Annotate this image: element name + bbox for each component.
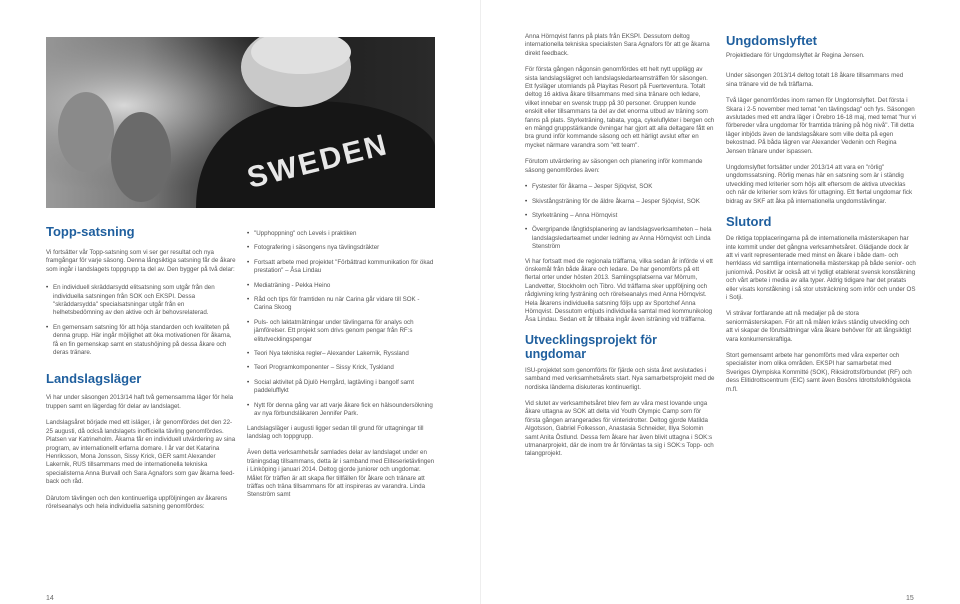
slutord-p3: Stort gemensamt arbete har genomförts med våra experter och specialister inom olika områden. EKSPI har samarbetat med Sveriges Olympiska Kommitté (SOK), Riksidrottsförbundet (RF) och dess Elitidrottscentrum (EIC) samt även Bosöns Idrottsfolkhögskola m.fl. (726, 351, 912, 393)
left-middle-column (247, 230, 437, 500)
slutord-heading: Slutord (726, 214, 772, 230)
slutord-p2: Vi strävar fortfarande att nå medaljer på de stora seniormästerskapen. För att nå målen krävs ständig utveckling och att vi skapar de förutsättningar våra åkare behöver för att långsiktigt vara konkurrenskraftiga. (726, 310, 912, 343)
landslag-p3: Därutom tävlingen och den kontinuerliga uppföljningen av åkarens rörelseanalys och hela individuella satsning genomfördes: (46, 494, 228, 510)
ungdom-p3: Ungdomslyftet fortsätter under 2013/14 att vara en "rörlig" ungdomssatsning. Rörlig menas här en satsning som är i ständig utveckling med kriterier som höjs allt eftersom de aktiva utvecklas och när de kriterier som krävs för uttagning. Ett flertal ungdomar fick bidrag av SKF att åka på internationella ungdomstävlingar. (726, 164, 913, 205)
activity-item: • Nytt för denna gång var att varje åkare fick en hälsoundersökning av nya förbundsläkaren Jennifer Park. (247, 402, 437, 419)
fys-item: • Fystester för åkarna – Jesper Sjöqvist, SOK (525, 183, 715, 191)
jacket-text: SWEDEN (244, 128, 392, 195)
activity-item: • Fotografering i säsongens nya tävlingsdräkter (247, 244, 437, 252)
fys-bullets (525, 183, 715, 251)
ungdomslyftet-subtitle: Projektledare för Ungdomslyftet är Regina Jensen. (726, 52, 865, 59)
activity-item: • Teori Programkomponenter – Sissy Krick, Tyskland (247, 364, 437, 372)
activity-item: • Råd och tips för framtiden nu när Carina går vidare till SOK - Carina Skoog (247, 296, 437, 313)
fys-item: • Övergripande långtidsplanering av landslagsverksamheten – hela landslagsledarteamet under ledning av Anna Hörnqvist och Linda Stenström (525, 226, 715, 251)
right-column-2 (726, 33, 916, 394)
right-p-top: Anna Hörnqvist fanns på plats från EKSPI. Dessutom deltog internationella tekniska specialisten Sara Agnafors för att ge åkarna direkt feedback. (525, 33, 710, 57)
topp-intro: Vi fortsätter vår Topp-satsning som vi ser ger resultat och nya framgångar för varje säsong. Denna långsiktiga satsning får de åkare som ingår i landslagets toppgrupp ta del av. Den bygger på två delar: (46, 249, 236, 273)
page-gutter (480, 0, 481, 604)
activity-item: • Teori Nya tekniska regler– Alexander Lakernik, Ryssland (247, 350, 437, 358)
activity-item: • Social aktivitet på Djulö Herrgård, lagtävling i bangolf samt paddelufflykt (247, 379, 437, 396)
right-p6: Vid slutet av verksamhetsåret blev fem av våra mest lovande unga åkare uttagna av SOK att delta vid Youth Olympic Camp som för första gången arrangerades för vinteridrotter. Deltog gjorde Matilda Algotsson, Gabriel Folkesson, Anastasia Schneider, Illya Solomin samt Anita Östlund. Dessa fem åkare har även blivit uttagna i SOK:s utmanarprojekt, där de inom tre år förväntas ta sig i SOK:s Topp- och talangprojekt. (525, 400, 714, 458)
landslag-p2: Landslagsåret började med ett isläger, i år genomfördes det den 22-25 augusti, då också landslagets inofficiella tävling genomfördes. Platsen var Katrineholm. Åkarna får en individuell utvärdering av sina program, av internationellt erfarna domare. I år var det Katarina Henriksson, Mona Jonsson, Sissy Krick, GER samt Alexander Lakernik, RUS tillsammans med de internationella tekniska specialisterna Anna Burvall och Sara Agnafors som gav åkarna feed-back och råd. (46, 419, 236, 486)
topp-bullet: • En gemensam satsning för att höja standarden och kvaliteten på denna grupp. Här ingår möjlighet att öka motivationen för åkarna, få en fin gemenskap samt en statushöjning på dessa åkare och deras tränare. (46, 324, 236, 358)
topp-satsning-heading: Topp-satsning (46, 224, 135, 239)
right-p3: Förutom utvärdering av säsongen och planering inför kommande säsong genomfördes även: (525, 158, 703, 174)
right-p4: Vi har fortsatt med de regionala träffarna, vilka sedan år införde vi ett önskemål från både åkare och ledare. De har genomförts på ett flertal orter under hösten 2013. Samlingsplatserna var Mörrum, Landvetter, Stockholm och Tibro. Vid träffarna sker uppföljning och rådgivning kring fysträning och rörelseanalys med Anna Hörnqvist. Hela åkarens individuella satsning följs upp av Sportchef Anna Hörnqvist. Dessutom erbjuds individuella samtal med kommunikolog Åsa Lindau. Sedan ett år tillbaka ingår även isträning vid träffarna. (525, 257, 713, 324)
landslag-heading: Landslagsläger (46, 371, 142, 387)
team-sweden-photo (46, 37, 435, 208)
topp-bullets (46, 284, 236, 357)
right-p2: För första gången någonsin genomfördes ett helt nytt upplägg av sista landslagslägret och landslagsledarteamsträffen för säsongen. Ett fysläger utomlands på Playitas Resort på Fuerteventura. Totalt deltog 16 aktiva åkare tillsammans med sina tränare och ledare, vilket innebar en svensk trupp på 30 personer. Gruppen kunde enskilt eller tillsammans ta del av det enorma utbud av träning som fanns på plats. Styrketräning, tabata, yoga, cykeluflykter i bergen och en mängd gruppstärkande övningar har gjort att alla deltagare fått en bra grund inför kommande säsong och ett härligt avslut efter en mycket närmare varandra som "ett team". (525, 66, 715, 149)
activity-item: • "Upphoppning" och Levels i praktiken (247, 230, 437, 238)
lager-activities (247, 230, 437, 419)
topp-satsning-section (46, 224, 236, 511)
page-number-left: 14 (46, 595, 54, 602)
ungdom-p2: Två läger genomfördes inom ramen för Ungdomslyftet. Det första i Skara i 2-5 november med temat "en tävlingsdag" och fys. Säsongen avslutades med ett andra läger i Örebro 16-18 maj, med temat "hur vi förbereder våra ungdomar för framtida träning på hög nivå". Till detta läger inbjöds även de landslagsåkare som ville delta på egen bekostnad. På båda lägren var Alexander Vedenin och Regina Jensen tränare under ispassen. (726, 97, 916, 155)
slutord-p1: De riktiga topplaceringarna på de internationella mästerskapen har inte kommit under det gångna verksamhetsåret. Glädjande dock är att vi varit representerade med minst en åkare i både dam- och herrklass vid samtliga internationella mästerskap på både senior- och juniornivå. Positivt är också att vi tydligt etablerat svensk konståkning och vårt arbete i media av alla typer. Aldrig tidigare har det pratats eller visats konståkning i så stor utsträckning som inför och under OS i Sotji. (726, 235, 916, 301)
right-column-1 (525, 33, 715, 459)
topp-bullet: • En individuell skräddarsydd elitsatsning som utgår från den individuella satsningen från SOK och EKSPI. Dessa "skräddarsydda" specialsatsningar utgår från en helhetsbedömning av den aktive och är behovsrelaterad. (46, 284, 236, 318)
activity-item: • Mediaträning - Pekka Heino (247, 282, 437, 290)
ungdom-p1: Under säsongen 2013/14 deltog totalt 18 åkare tillsammans med sina tränare vid de två träffarna. (726, 72, 904, 88)
utvecklingsprojekt-heading: Utvecklingsprojekt för ungdomar (525, 332, 657, 361)
fys-item: • Styrketräning – Anna Hörnqvist (525, 212, 715, 220)
activity-item: • Fortsatt arbete med projektet "Förbättrad kommunikation för ökad prestation" – Åsa Lindau (247, 259, 437, 276)
photo-illustration (46, 37, 435, 208)
right-p5: ISU-projektet som genomförts för fjärde och sista året avslutades i samband med verksamhetsårets start. Nya samarbetsprojekt med de nordiska länderna diskuteras kontinuerligt. (525, 366, 715, 391)
page-number-right: 15 (906, 595, 914, 602)
fys-item: • Skivstångsträning för de äldre åkarna – Jesper Sjöqvist, SOK (525, 198, 715, 206)
landslag-p1: Vi har under säsongen 2013/14 haft två gemensamma läger för hela truppen samt en lägerdag för delar av landslaget. (46, 394, 234, 410)
middle-p1: Landslagsläger i augusti ligger sedan till grund för uttagningar till landslag och toppgrupp. (247, 424, 424, 440)
activity-item: • Puls- och laktatmätningar under tävlingarna för analys och jämförelser. Ett projekt som drivs genom pengar från RF:s elitutvecklingspengar (247, 319, 437, 344)
ungdomslyftet-heading: Ungdomslyftet (726, 33, 817, 48)
middle-p2: Även detta verksamhetsår samlades delar av landslaget under en träningsdag tillsammans, detta är i samband med Eliteserietävlingen i Linköping i januari 2014. Deltog gjorde juniorer och ungdomar. Målet för träffen är att skapa fler tillfällen för åkare och tränare att träffas och träna tillsammans för att inspireras av varandra. Linda Stenström samt (247, 449, 435, 499)
